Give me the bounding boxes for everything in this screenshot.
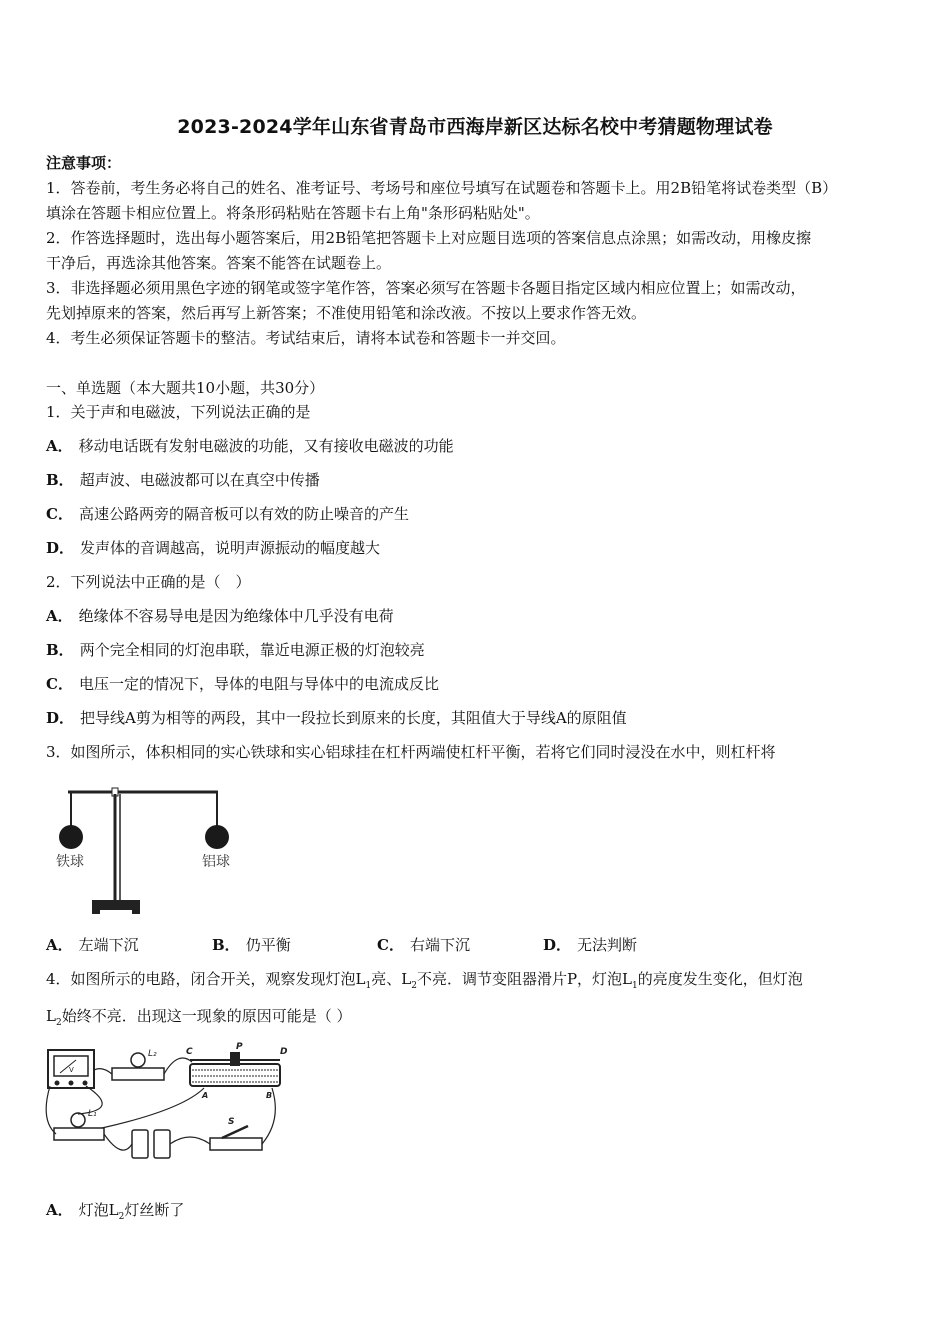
battery <box>132 1130 148 1158</box>
rheostat-body <box>190 1064 280 1086</box>
notice-line: 1．答卷前，考生务必将自己的姓名、准考证号、考场号和座位号填写在试题卷和答题卡上。用2B铅笔将试卷类型（B） <box>46 179 838 197</box>
switch-lever <box>222 1126 248 1138</box>
option-letter: A． <box>46 437 73 455</box>
voltmeter-terminal <box>83 1081 88 1086</box>
lamp-l2-label: L₂ <box>148 1049 157 1059</box>
terminal-c-label: C <box>186 1047 193 1057</box>
stem-text: 的亮度发生变化，但灯泡 <box>637 970 803 988</box>
option-text: 发声体的音调越高，说明声源振动的幅度越大 <box>80 539 381 557</box>
aluminum-ball-label: 铝球 <box>202 854 230 870</box>
lamp-l1-base <box>54 1128 104 1140</box>
question-3-option-d <box>543 934 637 955</box>
option-letter: D． <box>46 539 75 557</box>
question-4-option-a <box>46 1199 184 1222</box>
option-text: 超声波、电磁波都可以在真空中传播 <box>79 471 320 489</box>
question-1-option-a <box>46 435 454 456</box>
question-2-option-d <box>46 707 627 728</box>
question-1-option-d <box>46 537 380 558</box>
subscript: 1 <box>632 981 638 991</box>
option-letter: C． <box>377 936 404 954</box>
option-text: 电压一定的情况下，导体的电阻与导体中的电流成反比 <box>78 675 439 693</box>
notice-line: 3．非选择题必须用黑色字迹的钢笔或签字笔作答，答案必须写在答题卡各题目指定区域内相应位置上；如需改动， <box>46 279 806 297</box>
lamp-l1-label: L₁ <box>88 1109 97 1119</box>
question-3-option-a <box>46 934 139 955</box>
question-4-stem-line-2 <box>46 1005 351 1028</box>
terminal-b-label: B <box>266 1091 273 1100</box>
option-text: 高速公路两旁的隔音板可以有效的防止噪音的产生 <box>78 505 409 523</box>
notice-line: 填涂在答题卡相应位置上。将条形码粘贴在答题卡右上角"条形码粘贴处"。 <box>46 204 540 222</box>
option-letter: D． <box>543 936 572 954</box>
terminal-d-label: D <box>280 1047 288 1057</box>
section-heading: 一、单选题（本大题共10小题，共30分） <box>46 379 325 397</box>
option-letter: C． <box>46 505 73 523</box>
option-letter: B． <box>212 936 240 954</box>
option-letter: A． <box>46 607 73 625</box>
voltmeter-terminal <box>69 1081 74 1086</box>
battery <box>154 1130 170 1158</box>
stem-text: 亮、L <box>371 970 412 988</box>
option-text: 右端下沉 <box>409 936 470 954</box>
circuit-figure <box>42 1040 302 1165</box>
lever-figure <box>40 782 250 922</box>
notice-line: 4．考生必须保证答题卡的整洁。考试结束后，请将本试卷和答题卡一并交回。 <box>46 329 566 347</box>
option-letter: C． <box>46 675 73 693</box>
wire <box>164 1058 192 1074</box>
aluminum-ball <box>205 825 229 849</box>
question-2-stem: 2．下列说法中正确的是（ ） <box>46 573 251 591</box>
stem-text: 不亮．调节变阻器滑片P，灯泡L <box>416 970 633 988</box>
stem-text: 4．如图所示的电路，闭合开关，观察发现灯泡L <box>46 970 366 988</box>
page-title: 2023-2024学年山东省青岛市西海岸新区达标名校中考猜题物理试卷 <box>177 116 773 138</box>
notice-heading: 注意事项： <box>46 154 122 172</box>
option-text: 灯泡L <box>78 1201 119 1219</box>
option-text: 无法判断 <box>577 936 638 954</box>
iron-ball-label: 铁球 <box>56 854 84 870</box>
option-text: 两个完全相同的灯泡串联，靠近电源正极的灯泡较亮 <box>79 641 425 659</box>
wire <box>46 1086 56 1134</box>
notice-line: 干净后，再选涂其他答案。答案不能答在试题卷上。 <box>46 254 392 272</box>
subscript: 2 <box>55 1018 62 1028</box>
option-letter: D． <box>46 709 75 727</box>
option-text: 灯丝断了 <box>124 1201 185 1219</box>
option-text: 仍平衡 <box>245 936 291 954</box>
option-text: 移动电话既有发射电磁波的功能，又有接收电磁波的功能 <box>78 437 454 455</box>
option-letter: B． <box>46 641 74 659</box>
subscript: 1 <box>365 981 372 991</box>
voltmeter-terminal <box>55 1081 60 1086</box>
question-2-option-a <box>46 605 394 626</box>
question-4-stem-line-1 <box>46 968 803 991</box>
subscript: 2 <box>118 1212 125 1222</box>
switch-s-label: S <box>228 1117 235 1127</box>
question-1-stem: 1．关于声和电磁波，下列说法正确的是 <box>46 403 311 421</box>
rheostat-slider <box>230 1052 240 1066</box>
notice-line: 先划掉原来的答案，然后再写上新答案；不准使用铅笔和涂改液。不按以上要求作答无效。 <box>46 304 647 322</box>
wire <box>94 1069 112 1074</box>
lamp-l2-bulb <box>131 1053 145 1067</box>
voltmeter-label: V <box>69 1066 74 1074</box>
option-text: 把导线A剪为相等的两段，其中一段拉长到原来的长度，其阻值大于导线A的原阻值 <box>80 709 627 727</box>
question-1-option-c <box>46 503 409 524</box>
wire <box>170 1137 210 1144</box>
slider-p-label: P <box>236 1042 243 1052</box>
question-3-option-b <box>212 934 291 955</box>
stem-text: L <box>46 1007 56 1025</box>
question-1-option-b <box>46 469 320 490</box>
iron-ball <box>59 825 83 849</box>
question-2-option-b <box>46 639 425 660</box>
question-2-option-c <box>46 673 439 694</box>
stem-text: 始终不亮．出现这一现象的原因可能是（ ） <box>61 1007 352 1025</box>
option-text: 绝缘体不容易导电是因为绝缘体中几乎没有电荷 <box>78 607 394 625</box>
question-3-stem: 3．如图所示，体积相同的实心铁球和实心铝球挂在杠杆两端使杠杆平衡，若将它们同时浸没在水中，则杠杆将 <box>46 743 776 761</box>
subscript: 2 <box>411 981 417 991</box>
stand-base-gap <box>100 910 132 916</box>
notice-line: 2．作答选择题时，选出每小题答案后，用2B铅笔把答题卡上对应题目选项的答案信息点涂黑；如需改动，用橡皮擦 <box>46 229 812 247</box>
option-text: 左端下沉 <box>78 936 139 954</box>
wire <box>102 1088 204 1128</box>
wire <box>104 1134 132 1150</box>
option-letter: A． <box>46 1201 73 1219</box>
lamp-l2-base <box>112 1068 164 1080</box>
switch-base <box>210 1138 262 1150</box>
option-letter: A． <box>46 936 73 954</box>
question-3-option-c <box>377 934 470 955</box>
option-letter: B． <box>46 471 74 489</box>
terminal-a-label: A <box>202 1091 209 1100</box>
lamp-l1-bulb <box>71 1113 85 1127</box>
